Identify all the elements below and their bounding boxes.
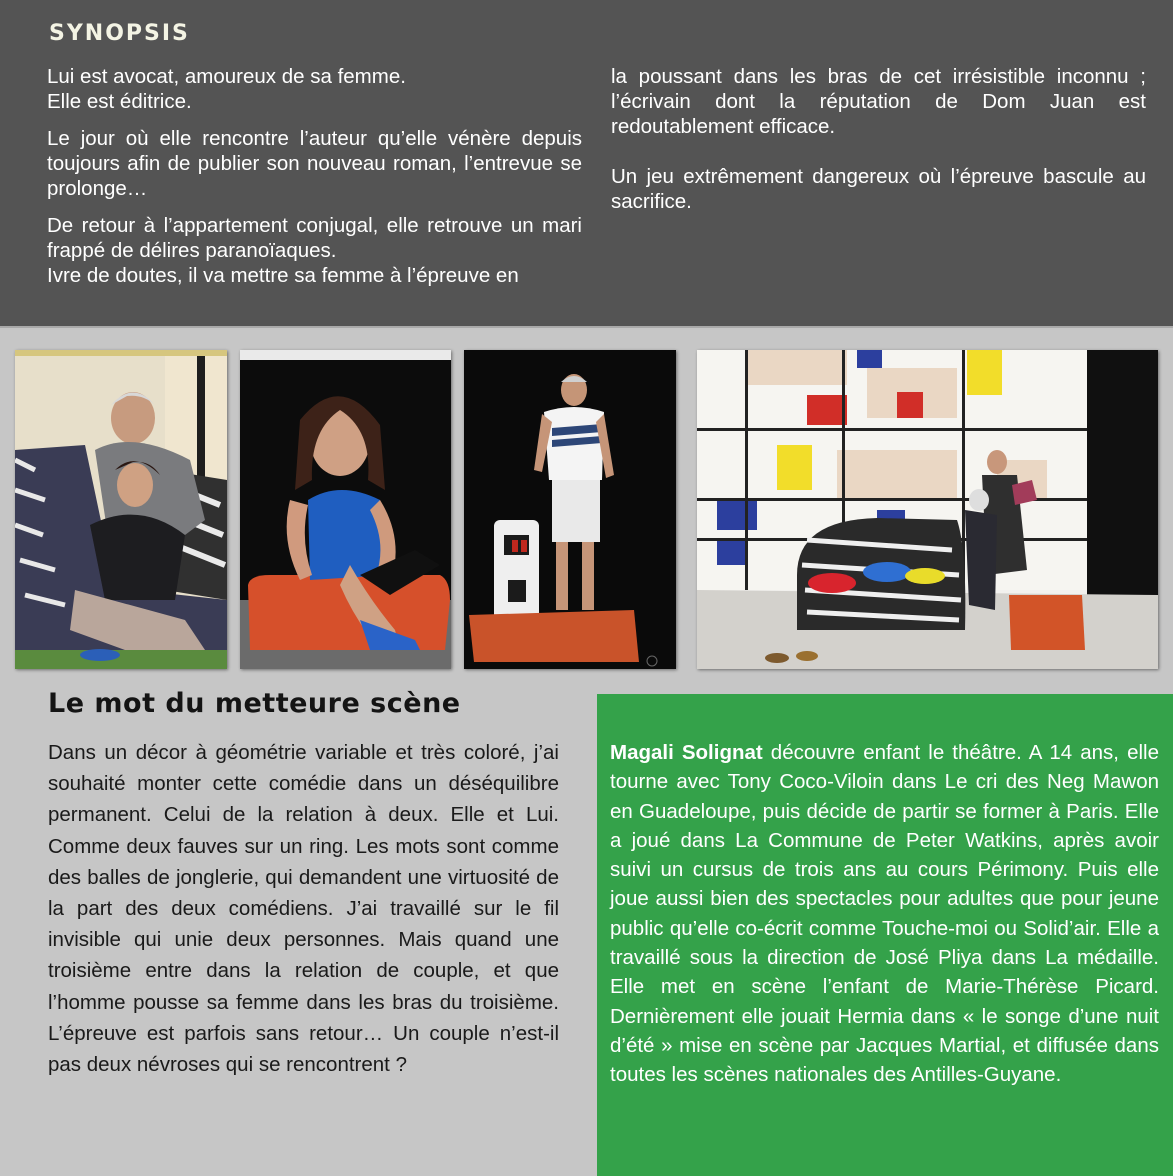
synopsis-column-right [611, 64, 1146, 226]
synopsis-line: Lui est avocat, amoureux de sa femme. [47, 65, 406, 88]
bio-text: découvre enfant le théâtre. A 14 ans, elle tourne avec Tony Coco-Viloin dans Le cri des Neg Mawon en Guadeloupe, puis décide de partir se former à Paris. Elle a joué dans La Commune de Peter Watkins, après avoir suivi un cursus de trois ans au cours Périmony. Puis elle joue aussi bien des spectacles pour adultes que pour jeune public qu’elle co-écrit comme Touche-moi ou Solid’air. Elle a travaillé sous la direction de José Pliya dans La médaille. Elle met en scène l’enfant de Marie-Thérèse Picard. Dernièrement elle jouait Hermia dans « le songe d’une nuit d’été » mise en scène par Jacques Martial, et diffusée dans toutes les scènes nationales des Antilles-Guyane. [610, 741, 1159, 1087]
director-note-text: Dans un décor à géométrie variable et très coloré, j’ai souhaité monter cette comédie dans un déséquilibre permanent. Celui de la relation à deux. Elle et Lui. Comme deux fauves sur un ring. Les mots sont comme des balles de jonglerie, qui demandent une virtuosité de la part des deux comédiens. J’ai travaillé sur le fil invisible qui unie deux personnes. Mais quand une troisième entre dans la relation de couple, et que l’homme pousse sa femme dans les bras du troisième. L’épreuve est parfois sans retour… Un couple n’est-il pas deux névroses qui se rencontrent ? [48, 741, 559, 1077]
synopsis-column-left [47, 64, 582, 300]
stage-set-mondrian-backdrop-photo [697, 350, 1158, 669]
section-divider [0, 326, 1173, 328]
synopsis-paragraph: Un jeu extrêmement dangereux où l’épreuve bascule au sacrifice. [611, 165, 1146, 213]
synopsis-panel [0, 0, 1173, 326]
bio-paragraph [610, 738, 1159, 1090]
synopsis-paragraph: Le jour où elle rencontre l’auteur qu’elle vénère depuis toujours afin de publier son nouveau roman, l’entrevue se prolonge… [47, 127, 582, 200]
bio-name: Magali Solignat [610, 741, 763, 764]
bio-panel [597, 694, 1173, 1176]
woman-seated-blue-dress-photo [240, 350, 451, 669]
synopsis-paragraph [47, 213, 582, 288]
synopsis-title: SYNOPSIS [49, 21, 190, 46]
man-standing-on-pouf-photo [464, 350, 676, 669]
couple-on-zebra-sofa-photo [15, 350, 227, 669]
synopsis-line: Ivre de doutes, il va mettre sa femme à l’épreuve en [47, 264, 519, 287]
synopsis-line: Elle est éditrice. [47, 90, 192, 113]
director-note-title: Le mot du metteure scène [48, 688, 461, 719]
synopsis-paragraph: la poussant dans les bras de cet irrésistible inconnu ; l’écrivain dont la réputation de Dom Juan est redoutablement efficace. [611, 65, 1146, 138]
synopsis-line: De retour à l’appartement conjugal, elle retrouve un mari frappé de délires paranoïaques. [47, 214, 582, 262]
synopsis-paragraph [47, 64, 582, 114]
